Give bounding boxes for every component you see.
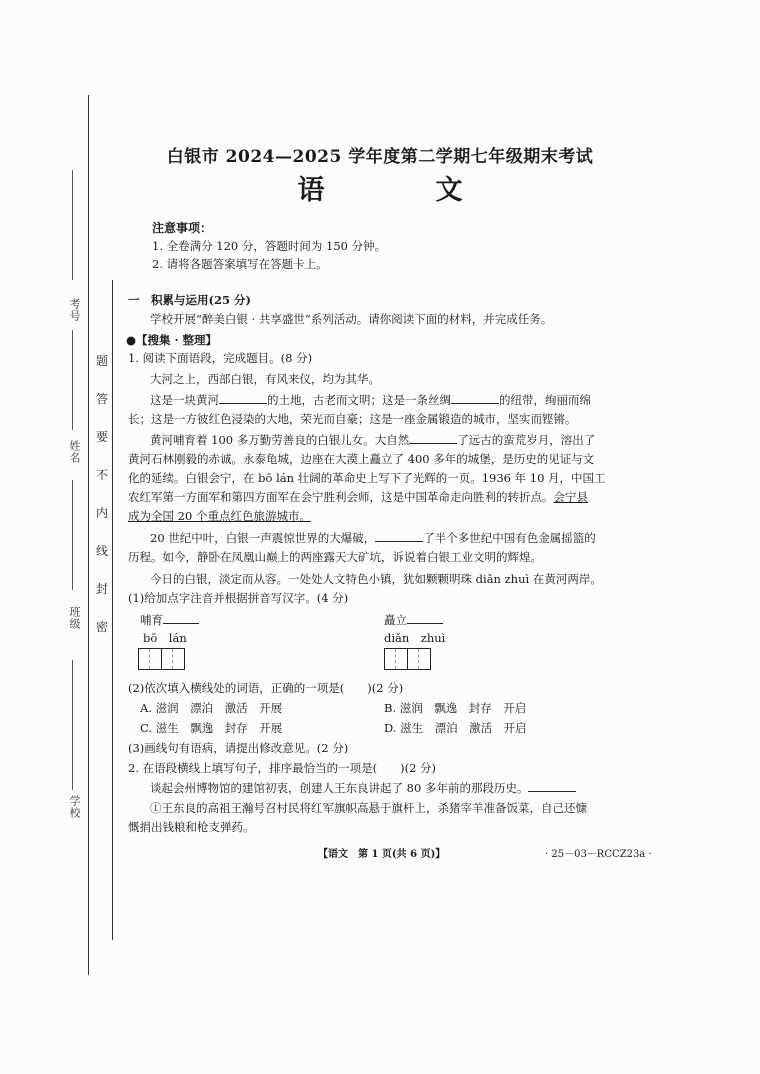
field-line-id [72,170,73,280]
word-text: 哺育 [140,613,163,627]
answer-blank[interactable] [407,613,443,624]
text-run: 的纽带，绚丽而绵 [499,393,591,407]
binding-line-inner [112,280,113,940]
field-line-school [72,660,73,790]
q1-para-line: 历程。如今，静卧在凤凰山巅上的两座露天大矿坑，诉说着白银工业文明的辉煌。 [128,550,542,564]
fill-blank[interactable] [219,393,267,404]
seal-char: 内 [96,506,109,520]
option-c[interactable]: C. 滋生 飘逸 封存 开展 [140,721,283,735]
text-run: 农红军第一方面军和第四方面军在会宁胜利会师，这是中国革命走向胜利的转折点。 [128,490,554,504]
q1-para [150,432,595,448]
q1-para-line: 化的延续。白银会宁，在 bō lán 壮阔的革命史上写下了光辉的一页。1936 年 10 月，中国工 [128,471,606,485]
sub-heading: ●【搜集 · 整理】 [126,333,218,347]
q1-sub2: (2)依次填入横线处的词语，正确的一项是( )(2 分) [128,681,404,695]
text-run: 这是一块黄河 [150,393,219,407]
q1-para [150,530,596,546]
fill-blank[interactable] [451,393,499,404]
seal-char: 不 [96,468,109,482]
exam-subject: 语 文 [297,175,505,206]
text-run: 的土地，古老而文明；这是一条丝绸 [267,393,451,407]
q1-para-line: 黄河石林刚毅的赤诚。永泰龟城，边座在大漠上矗立了 400 多年的城堡，是历史的见证与文 [128,452,595,466]
fill-blank[interactable] [528,781,576,792]
field-label-name: 姓名 [68,440,81,464]
pinyin-label: bō lán [143,631,187,645]
q1-sub1: (1)给加点字注音并根据拼音写汉字。(4 分) [128,591,349,605]
text-run: 了远古的蛮荒岁月，溶出了 [457,433,596,447]
pinyin-label: diǎn zhuì [384,631,446,645]
fill-blank[interactable] [375,531,423,542]
page-footer: 【语文 第 1 页(共 6 页)】 [318,849,446,860]
grid-cell[interactable] [408,649,430,669]
q2-para-line: 慨捐出钱粮和枪支弹药。 [128,820,255,834]
character-grid[interactable] [384,648,431,670]
q2-para [150,780,576,796]
seal-char: 线 [96,544,109,558]
field-label-school: 学校 [68,795,81,819]
field-line-name [72,330,73,430]
underlined-sentence: 会宁县 [553,490,588,504]
grid-cell[interactable] [139,649,162,669]
field-label-id: 考号 [68,298,81,322]
word-text: 矗立 [384,613,407,627]
q1-stem: 1. 阅读下面语段，完成题目。(8 分) [128,351,313,365]
seal-char: 要 [96,430,109,444]
q2-stem: 2. 在语段横线上填写句子，排序最恰当的一项是( )(2 分) [128,761,437,775]
answer-blank[interactable] [163,613,199,624]
q1-para-line: 长；这是一方彼红色浸染的大地，荣光而自豪；这是一座金属锻造的城市，坚实而铿锵。 [128,412,577,426]
q1-para [150,392,591,408]
notice-item: 2. 请将各题答案填写在答题卡上。 [152,257,328,271]
section-heading: 一 积累与运用(25 分) [128,293,251,307]
seal-char: 封 [96,582,109,596]
notice-item: 1. 全卷满分 120 分，答题时间为 150 分钟。 [152,239,387,253]
seal-char: 密 [96,620,109,634]
option-b[interactable]: B. 滋润 飘逸 封存 开启 [384,701,527,715]
text-run: 黄河哺育着 100 多万勤劳善良的白银儿女。大自然 [150,433,410,447]
underlined-sentence: 成为全国 20 个重点红色旅游城市。 [128,509,311,523]
seal-char: 答 [96,392,109,406]
field-label-class: 班级 [68,606,81,630]
grid-cell[interactable] [385,649,408,669]
option-d[interactable]: D. 滋生 漂泊 激活 开启 [384,721,527,735]
fill-blank[interactable] [409,433,457,444]
seal-char: 题 [96,354,109,368]
q1-sub3: (3)画线句有语病，请提出修改意见。(2 分) [128,741,349,755]
q1-para-line [128,489,588,505]
word-item [384,612,443,628]
text-run: 了半个多世纪中国有色金属摇篮的 [423,531,596,545]
q2-para: ①王东良的高祖王瀚号召村民将红军旗帜高悬于旗杆上，杀猪宰羊准备饭菜，自己还慷 [150,801,587,815]
binding-line [88,95,89,975]
text-run: 20 世纪中叶，白银一声震惊世界的大爆破， [150,531,376,545]
word-item [140,612,199,628]
grid-cell[interactable] [162,649,184,669]
text-run: 谈起会州博物馆的建馆初衷，创建人王东良讲起了 80 多年前的那段历史。 [150,781,529,795]
option-a[interactable]: A. 滋润 漂泊 激活 开展 [140,701,283,715]
character-grid[interactable] [138,648,185,670]
field-line-class [72,480,73,590]
section-intro: 学校开展“醉美白银 · 共享盛世”系列活动。请你阅读下面的材料，并完成任务。 [150,312,553,326]
paper-code: · 25－03－RCCZ23a · [545,849,652,860]
q1-para: 大河之上，西部白银，有风来仪，均为其华。 [150,372,380,386]
notice-heading: 注意事项： [152,221,213,235]
q1-para: 今日的白银，淡定而从容。一处处人文特色小镇，犹如颗颗明珠 diǎn zhuì 在黄河两岸。 [150,572,602,586]
exam-title: 白银市 2024—2025 学年度第二学期七年级期末考试 [166,147,594,167]
